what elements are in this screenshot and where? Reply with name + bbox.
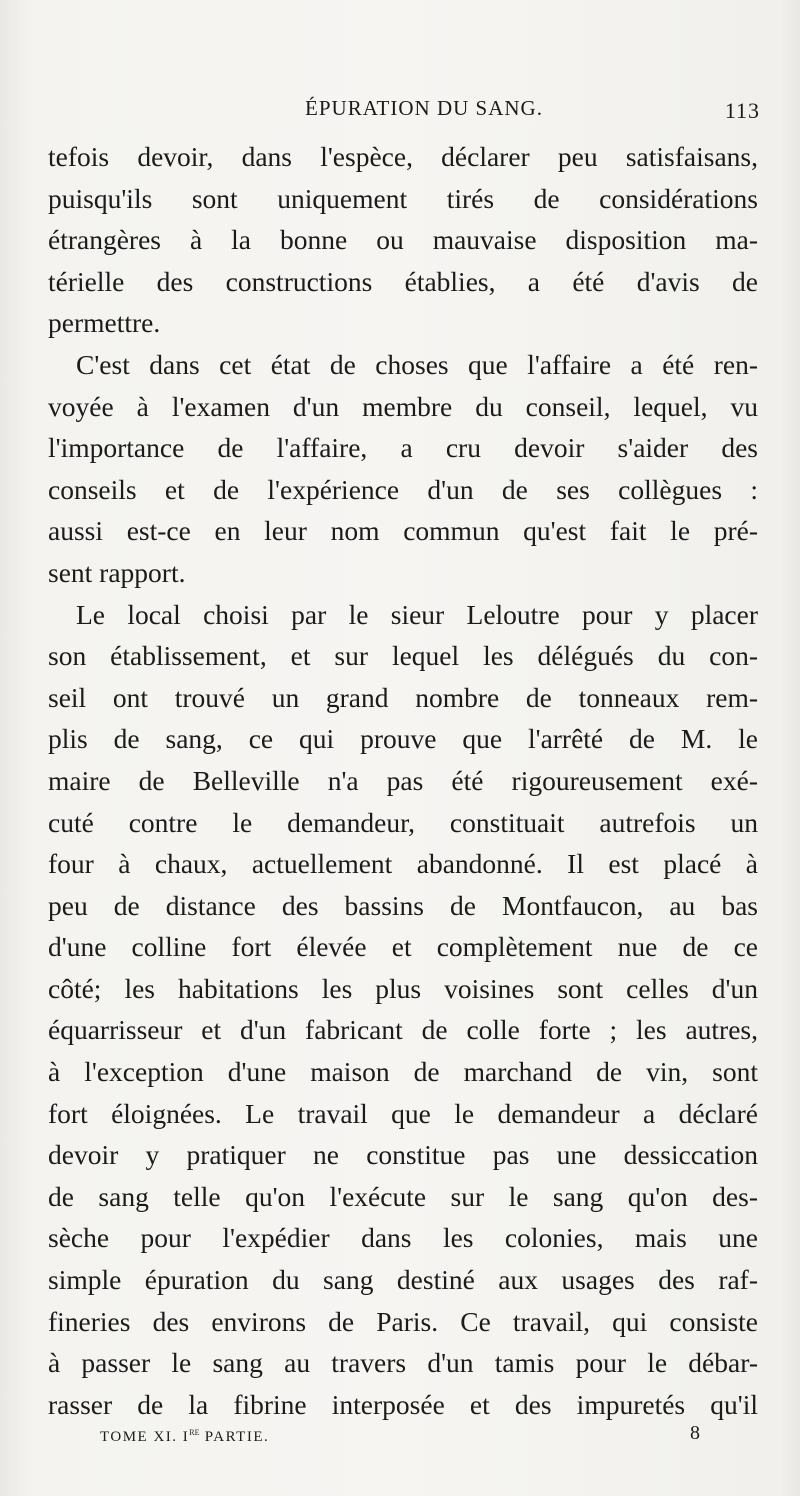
- text-line: cuté contre le demandeur, constituait autrefois un: [48, 806, 758, 838]
- text-line: rasser de la fibrine interposée et des impuretés qu'il: [48, 1388, 758, 1420]
- text-line: térielle des constructions établies, a été d'avis de: [48, 265, 758, 297]
- signature-part: PARTIE.: [199, 1429, 270, 1445]
- text-line: fineries des environs de Paris. Ce travail, qui consiste: [48, 1305, 758, 1337]
- text-line: peu de distance des bassins de Montfaucon, au bas: [48, 889, 758, 921]
- text-line: seil ont trouvé un grand nombre de tonneaux rem-: [48, 681, 758, 713]
- text-line: de sang telle qu'on l'exécute sur le sang qu'on des-: [48, 1180, 758, 1212]
- body-text: [48, 136, 758, 1425]
- paragraph-start-line: Le local choisi par le sieur Leloutre pour y placer: [76, 598, 758, 630]
- text-line: sèche pour l'expédier dans les colonies, mais une: [48, 1222, 758, 1254]
- text-line: permettre.: [48, 307, 161, 339]
- signature-footer: [100, 1422, 700, 1456]
- signature-number: 8: [690, 1422, 700, 1444]
- text-line: puisqu'ils sont uniquement tirés de considérations: [48, 182, 758, 214]
- text-line: aussi est-ce en leur nom commun qu'est fait le pré-: [48, 515, 758, 547]
- text-line: fort éloignées. Le travail que le demandeur a déclaré: [48, 1097, 758, 1129]
- text-line: étrangères à la bonne ou mauvaise disposition ma-: [48, 224, 758, 256]
- paragraph-start-line: C'est dans cet état de choses que l'affaire a été ren-: [76, 348, 758, 380]
- signature-mark: [100, 1426, 269, 1446]
- running-head: [48, 96, 760, 136]
- text-line: voyée à l'examen d'un membre du conseil, lequel, vu: [48, 390, 758, 422]
- text-line: tefois devoir, dans l'espèce, déclarer peu satisfaisans,: [48, 141, 758, 172]
- text-line: maire de Belleville n'a pas été rigoureusement exé-: [48, 764, 758, 796]
- text-line: conseils et de l'expérience d'un de ses collègues :: [48, 473, 758, 505]
- text-line: simple épuration du sang destiné aux usages des raf-: [48, 1264, 758, 1296]
- text-line: d'une colline fort élevée et complètement nue de ce: [48, 931, 758, 963]
- text-line: sent rapport.: [48, 556, 186, 588]
- text-line: équarrisseur et d'un fabricant de colle forte ; les autres,: [48, 1014, 758, 1046]
- text-line: côté; les habitations les plus voisines sont celles d'un: [48, 972, 758, 1004]
- page-number: 113: [724, 98, 760, 123]
- text-line: devoir y pratiquer ne constitue pas une dessiccation: [48, 1139, 758, 1171]
- signature-superscript: re: [189, 1426, 200, 1438]
- text-line: plis de sang, ce qui prouve que l'arrêté de M. le: [48, 723, 758, 755]
- signature-volume: TOME XI. I: [100, 1429, 190, 1445]
- text-line: four à chaux, actuellement abandonné. Il est placé à: [48, 848, 758, 880]
- text-line: l'importance de l'affaire, a cru devoir s'aider des: [48, 432, 758, 464]
- text-line: à l'exception d'une maison de marchand de vin, sont: [48, 1056, 758, 1088]
- text-line: son établissement, et sur lequel les délégués du con-: [48, 640, 758, 672]
- text-line: à passer le sang au travers d'un tamis pour le débar-: [48, 1347, 758, 1379]
- running-title: ÉPURATION DU SANG.: [305, 96, 543, 120]
